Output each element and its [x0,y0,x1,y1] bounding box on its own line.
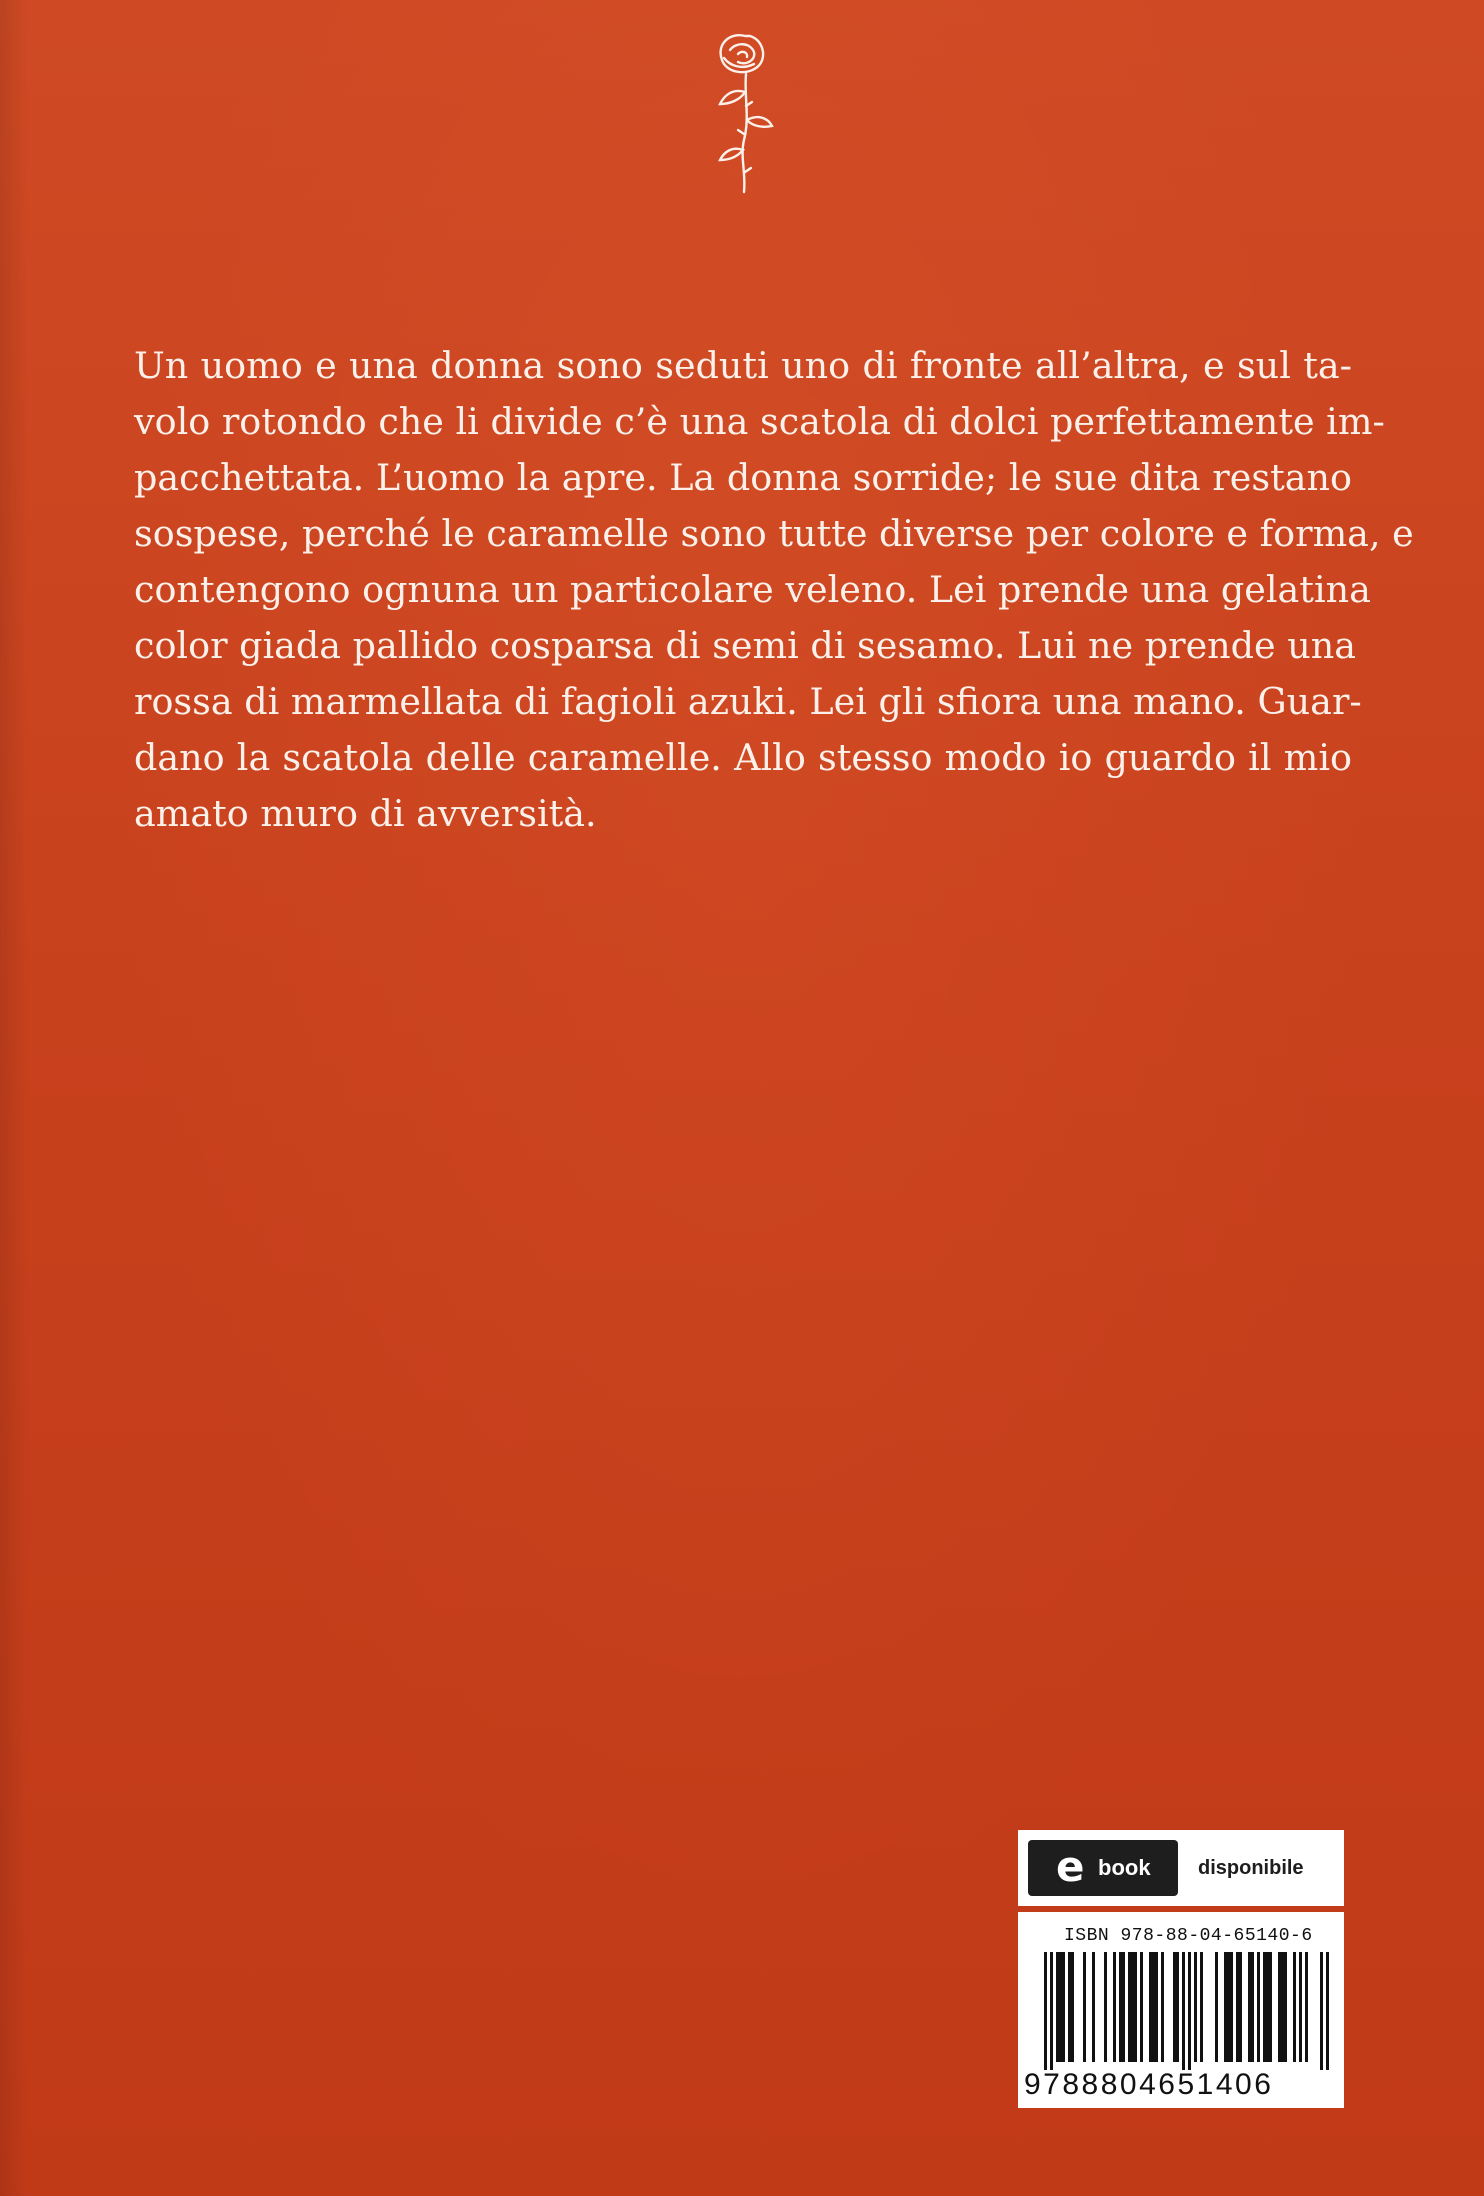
barcode-bar [1152,1952,1155,2062]
barcode-bar [1050,1952,1053,2070]
barcode-bar [1224,1952,1227,2062]
barcode-bar [1068,1952,1071,2062]
ebook-e-icon: e [1056,1842,1085,1891]
barcode-bar [1176,1952,1179,2062]
ean-digits: 9788804651406 [1024,2068,1274,2101]
isbn-barcode [1018,1912,1344,2108]
barcode-bar [1278,1952,1281,2062]
barcode-bar [1200,1952,1203,2062]
barcode-bar [1062,1952,1065,2062]
barcode-bar [1326,1952,1329,2070]
barcode-bar [1281,1952,1284,2062]
barcode-bar [1083,1952,1086,2062]
rose-icon [700,22,790,202]
blurb-line: color giada pallido cosparsa di semi di sesamo. Lui ne prende una [134,624,1357,667]
blurb-line: volo rotondo che li divide c’è una scatola di dolci perfettamente im- [134,400,1385,443]
blurb-line: contengono ognuna un particolare veleno. Lei prende una gelatina [134,568,1371,611]
blurb-line: dano la scatola delle caramelle. Allo stesso modo io guardo il mio [134,736,1352,779]
barcode-bars [1018,1952,1344,2070]
isbn-number: ISBN 978-88-04-65140-6 [1064,1926,1313,1946]
blurb-line: sospese, perché le caramelle sono tutte diverse per colore e forma, e [134,512,1414,555]
barcode-bar [1092,1952,1095,2062]
barcode-bar [1257,1952,1260,2062]
blurb-paragraph [134,338,1414,842]
barcode-bar [1266,1952,1269,2062]
barcode-icon [1018,1952,1344,2070]
ebook-label: book [1098,1855,1151,1880]
barcode-bar [1251,1952,1254,2062]
barcode-bar [1293,1952,1296,2062]
barcode-bar [1320,1952,1323,2070]
barcode-bar [1227,1952,1230,2062]
barcode-bar [1161,1952,1164,2062]
barcode-bar [1071,1952,1074,2062]
barcode-bar [1236,1952,1239,2062]
barcode-bar [1284,1952,1287,2062]
barcode-bar [1188,1952,1191,2070]
barcode-bar [1104,1952,1107,2062]
barcode-bar [1269,1952,1272,2062]
barcode-bar [1215,1952,1218,2062]
ebook-availability: disponibile [1198,1857,1304,1879]
spine-shadow [0,0,28,2196]
ebook-pill [1028,1840,1178,1896]
barcode-bar [1239,1952,1242,2062]
barcode-bar [1155,1952,1158,2062]
barcode-bar [1305,1952,1308,2062]
barcode-bar [1134,1952,1137,2062]
barcode-bar [1299,1952,1302,2062]
barcode-bar [1056,1952,1059,2062]
blurb-line: Un uomo e una donna sono seduti uno di fronte all’altra, e sul ta- [134,344,1352,387]
barcode-bar [1263,1952,1266,2062]
blurb-line: pacchettata. L’uomo la apre. La donna sorride; le sue dita restano [134,456,1352,499]
barcode-bar [1173,1952,1176,2062]
blurb-line: amato muro di avversità. [134,792,597,835]
publisher-logo [700,22,790,202]
barcode-bar [1119,1952,1122,2062]
blurb-line: rossa di marmellata di fagioli azuki. Lei gli sfiora una mano. Guar- [134,680,1362,723]
barcode-bar [1122,1952,1125,2062]
barcode-bar [1128,1952,1131,2062]
barcode-bar [1230,1952,1233,2062]
barcode-bar [1194,1952,1197,2062]
barcode-bar [1248,1952,1251,2062]
barcode-bar [1182,1952,1185,2070]
barcode-bar [1140,1952,1143,2062]
ebook-badge [1018,1830,1344,1906]
barcode-bar [1044,1952,1047,2070]
barcode-bar [1059,1952,1062,2062]
barcode-bar [1131,1952,1134,2062]
barcode-bar [1113,1952,1116,2062]
barcode-bar [1149,1952,1152,2062]
